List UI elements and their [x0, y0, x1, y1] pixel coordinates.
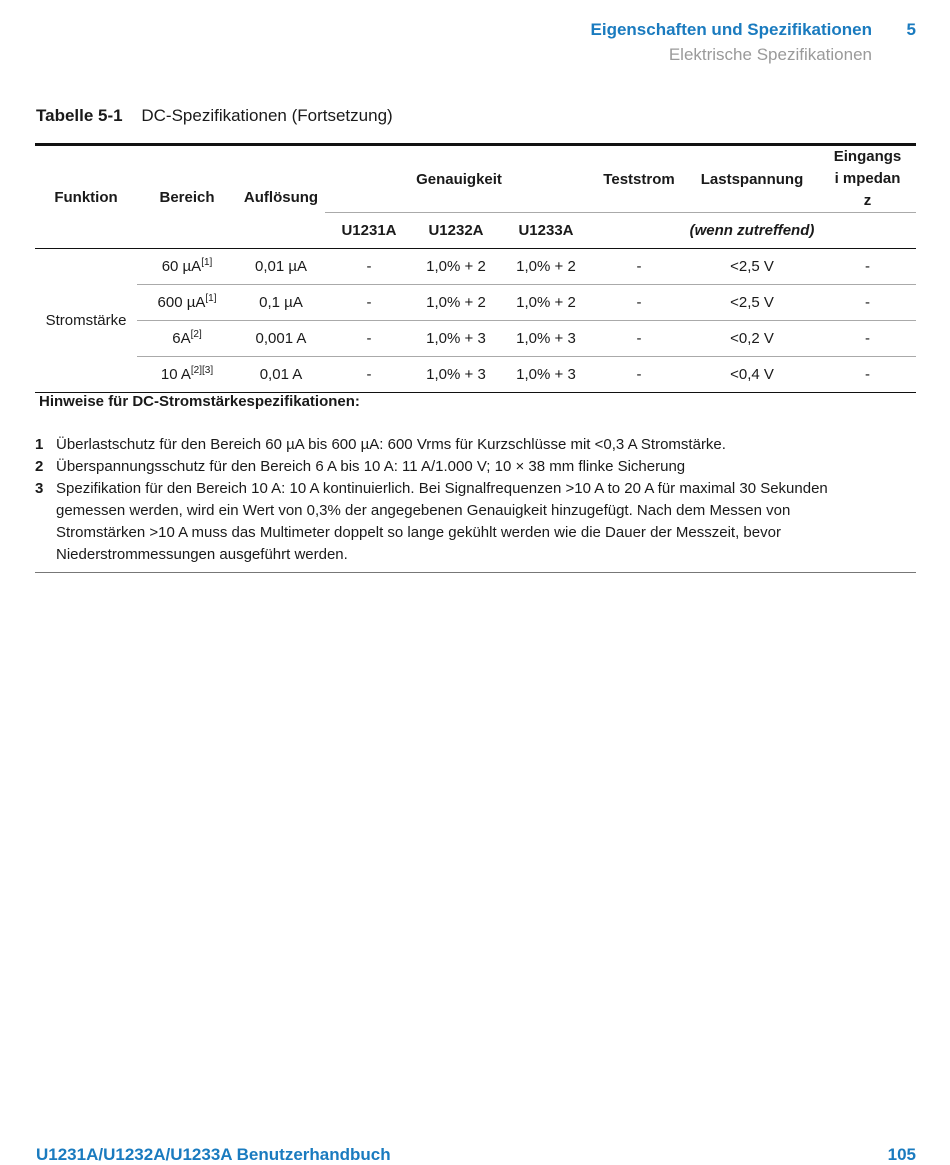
note-item — [35, 478, 880, 566]
footer-page-number: 105 — [887, 1145, 916, 1164]
teststrom-cell: - — [593, 321, 685, 357]
u1233a-cell: 1,0% + 2 — [499, 249, 593, 285]
impedanz-cell: - — [819, 285, 916, 321]
header-teststrom: Teststrom — [603, 170, 675, 188]
note-number: 2 — [35, 458, 44, 475]
note-item — [35, 434, 880, 456]
table-row — [35, 321, 916, 357]
dc-spec-table — [35, 143, 916, 393]
impedanz-cell: - — [819, 249, 916, 285]
u1232a-cell: 1,0% + 2 — [413, 285, 499, 321]
table-row — [35, 285, 916, 321]
impedanz-cell: - — [819, 357, 916, 393]
header-u1231a: U1231A — [325, 213, 413, 249]
u1232a-cell: 1,0% + 3 — [413, 321, 499, 357]
aufloesung-cell: 0,01 µA — [237, 249, 325, 285]
table-caption-text: DC-Spezifikationen (Fortsetzung) — [141, 106, 393, 125]
lastspannung-cell: <2,5 V — [685, 249, 819, 285]
u1233a-cell: 1,0% + 2 — [499, 285, 593, 321]
notes-divider — [35, 572, 916, 573]
teststrom-cell: - — [593, 357, 685, 393]
impedanz-cell: - — [819, 321, 916, 357]
teststrom-cell: - — [593, 285, 685, 321]
header-bereich: Bereich — [159, 188, 215, 206]
header-lastspannung: Lastspannung — [700, 170, 804, 188]
aufloesung-cell: 0,001 A — [237, 321, 325, 357]
lastspannung-cell: <2,5 V — [685, 285, 819, 321]
table-caption — [36, 106, 393, 126]
notes-list — [35, 434, 880, 566]
footer-manual-title: U1231A/U1232A/U1233A Benutzerhandbuch — [36, 1145, 391, 1164]
table-row — [35, 249, 916, 285]
header-funktion: Funktion — [54, 188, 118, 206]
teststrom-cell: - — [593, 249, 685, 285]
note-text: Überspannungsschutz für den Bereich 6 A bis 10 A: 11 A/1.000 V; 10 × 38 mm flinke Sicherung — [56, 458, 686, 475]
header-u1232a: U1232A — [413, 213, 499, 249]
u1232a-cell: 1,0% + 2 — [413, 249, 499, 285]
chapter-title: Eigenschaften und Spezifikationen — [590, 20, 872, 39]
bereich-cell: 6A[2] — [137, 321, 237, 357]
note-text: Überlastschutz für den Bereich 60 µA bis 600 µA: 600 Vrms für Kurzschlüsse mit <0,3 A Stromstärke. — [56, 436, 726, 453]
notes-title: Hinweise für DC-Stromstärkespezifikationen: — [39, 393, 360, 410]
header-wenn-zutreffend: (wenn zutreffend) — [685, 213, 819, 249]
header-genauigkeit: Genauigkeit — [416, 170, 502, 188]
table-row — [35, 357, 916, 393]
note-number: 3 — [35, 480, 44, 497]
u1232a-cell: 1,0% + 3 — [413, 357, 499, 393]
aufloesung-cell: 0,01 A — [237, 357, 325, 393]
header-u1233a: U1233A — [499, 213, 593, 249]
lastspannung-cell: <0,4 V — [685, 357, 819, 393]
funktion-cell: Stromstärke — [35, 249, 137, 393]
note-number: 1 — [35, 436, 44, 453]
header-aufloesung: Auflösung — [243, 188, 319, 206]
aufloesung-cell: 0,1 µA — [237, 285, 325, 321]
u1231a-cell: - — [325, 321, 413, 357]
u1231a-cell: - — [325, 249, 413, 285]
table-caption-label: Tabelle 5-1 — [36, 106, 123, 125]
bereich-cell: 10 A[2][3] — [137, 357, 237, 393]
section-title: Elektrische Spezifikationen — [668, 45, 872, 64]
u1233a-cell: 1,0% + 3 — [499, 321, 593, 357]
u1233a-cell: 1,0% + 3 — [499, 357, 593, 393]
u1231a-cell: - — [325, 357, 413, 393]
chapter-number: 5 — [906, 20, 916, 39]
lastspannung-cell: <0,2 V — [685, 321, 819, 357]
note-item — [35, 456, 880, 478]
bereich-cell: 600 µA[1] — [137, 285, 237, 321]
u1231a-cell: - — [325, 285, 413, 321]
bereich-cell: 60 µA[1] — [137, 249, 237, 285]
note-text: Spezifikation für den Bereich 10 A: 10 A kontinuierlich. Bei Signalfrequenzen >10 A to 20 A für maximal 30 Sekunden gemessen werden, wird ein Wert von 0,3% der angegebenen Genauigkeit hinzugefügt. Nach dem Messen von Stromstärken >10 A muss das Multimeter doppelt so lange gekühlt werden wie die Dauer der Messzeit, bevor Niederstrommessungen ausgeführt werden. — [56, 480, 828, 563]
header-eingangsimpedanz: Eingangsi mpedanz — [833, 148, 902, 209]
